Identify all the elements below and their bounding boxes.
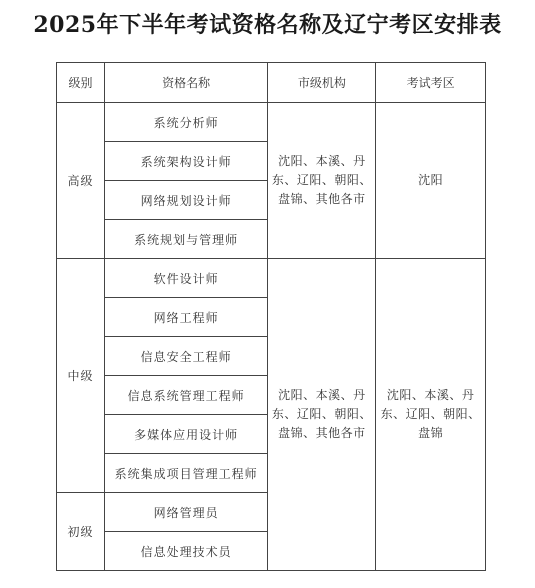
level-junior: 初级 — [57, 493, 105, 571]
table-header-row — [57, 63, 486, 103]
qualification-name: 网络规划设计师 — [104, 181, 268, 220]
level-middle: 中级 — [57, 259, 105, 493]
qualification-name: 信息处理技术员 — [104, 532, 268, 571]
city-senior: 沈阳、本溪、丹东、辽阳、朝阳、盘锦、其他各市 — [268, 103, 376, 259]
exam-schedule-table — [56, 62, 486, 571]
area-senior: 沈阳 — [376, 103, 486, 259]
qualification-name: 软件设计师 — [104, 259, 268, 298]
qualification-name: 网络管理员 — [104, 493, 268, 532]
level-senior: 高级 — [57, 103, 105, 259]
qualification-name: 系统集成项目管理工程师 — [104, 454, 268, 493]
qualification-name: 网络工程师 — [104, 298, 268, 337]
qualification-name: 系统架构设计师 — [104, 142, 268, 181]
page-title: 2025年下半年考试资格名称及辽宁考区安排表 — [33, 12, 502, 38]
header-city: 市级机构 — [268, 63, 376, 103]
area-middle-junior: 沈阳、本溪、丹东、辽阳、朝阳、盘锦 — [376, 259, 486, 571]
table-row — [57, 103, 486, 142]
qualification-name: 系统规划与管理师 — [104, 220, 268, 259]
header-name: 资格名称 — [104, 63, 268, 103]
header-area: 考试考区 — [376, 63, 486, 103]
city-middle-junior: 沈阳、本溪、丹东、辽阳、朝阳、盘锦、其他各市 — [268, 259, 376, 571]
table-row — [57, 259, 486, 298]
qualification-name: 多媒体应用设计师 — [104, 415, 268, 454]
qualification-name: 信息系统管理工程师 — [104, 376, 268, 415]
qualification-name: 系统分析师 — [104, 103, 268, 142]
header-level: 级别 — [57, 63, 105, 103]
qualification-name: 信息安全工程师 — [104, 337, 268, 376]
